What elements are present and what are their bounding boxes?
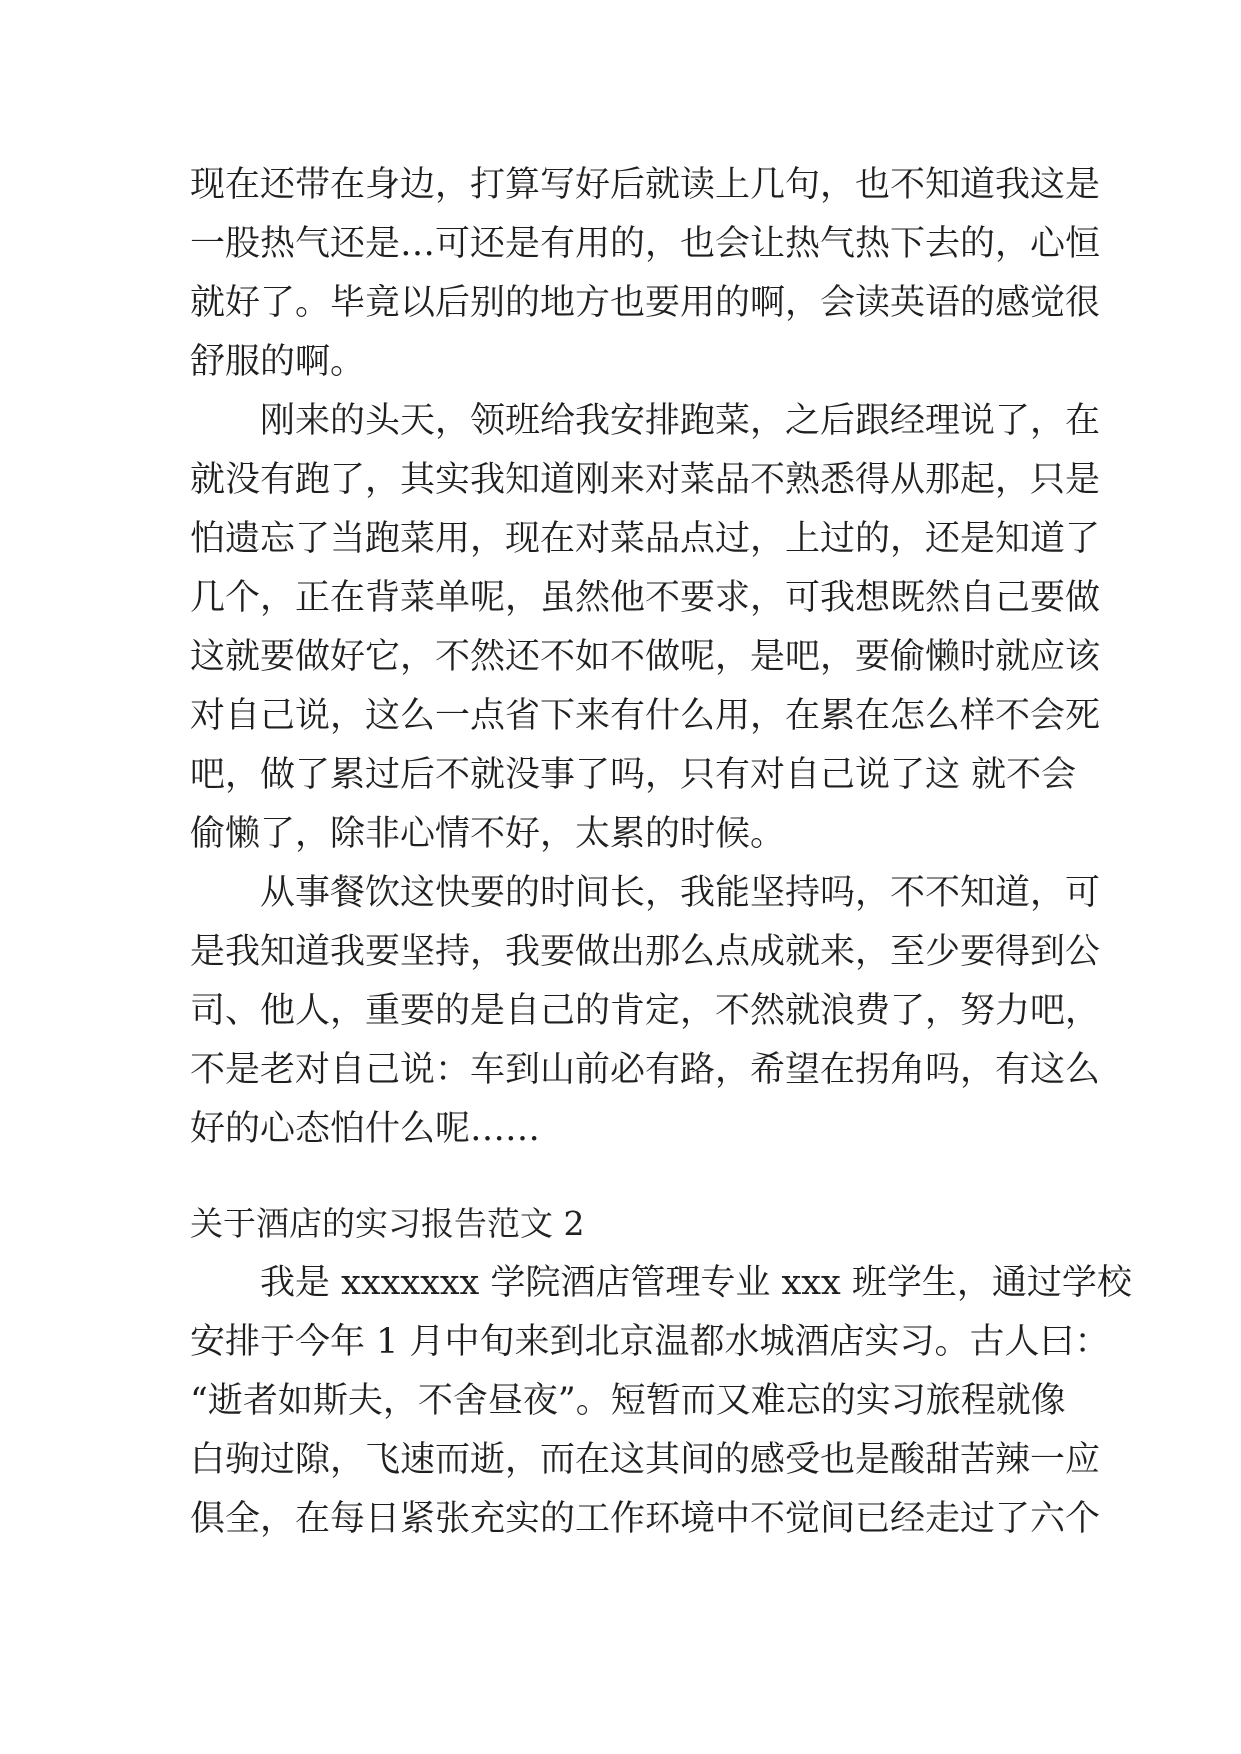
paragraph-4-line-4: 白驹过隙，飞速而逝，而在这其间的感受也是酸甜苦辣一应 bbox=[190, 1440, 1101, 1480]
paragraph-4-line-2: 安排于今年 1 月中旬来到北京温都水城酒店实习。古人曰： bbox=[190, 1322, 1110, 1362]
paragraph-2-line-3: 怕遗忘了当跑菜用，现在对菜品点过，上过的，还是知道了 bbox=[190, 519, 1101, 559]
paragraph-1-line-3: 就好了。毕竟以后别的地方也要用的啊，会读英语的感觉很 bbox=[190, 283, 1101, 323]
paragraph-1-line-4: 舒服的啊。 bbox=[190, 342, 366, 382]
paragraph-2-line-7: 吧，做了累过后不就没事了吗，只有对自己说了这 就不会 bbox=[190, 755, 1077, 795]
paragraph-2-line-5: 这就要做好它，不然还不如不做呢，是吧，要偷懒时就应该 bbox=[190, 637, 1101, 677]
section-heading: 关于酒店的实习报告范文 2 bbox=[190, 1204, 585, 1243]
paragraph-2-line-8: 偷懒了，除非心情不好，太累的时候。 bbox=[190, 814, 786, 854]
paragraph-1-line-1: 现在还带在身边，打算写好后就读上几句，也不知道我这是 bbox=[190, 165, 1101, 205]
paragraph-3-line-1: 从事餐饮这快要的时间长，我能坚持吗，不不知道，可 bbox=[260, 873, 1101, 913]
paragraph-3-line-4: 不是老对自己说：车到山前必有路，希望在拐角吗，有这么 bbox=[190, 1050, 1101, 1090]
paragraph-3-line-5: 好的心态怕什么呢…… bbox=[190, 1109, 541, 1149]
paragraph-4-line-3: “逝者如斯夫，不舍昼夜”。短暂而又难忘的实习旅程就像 bbox=[190, 1381, 1066, 1421]
paragraph-4-line-1: 我是 xxxxxxx 学院酒店管理专业 xxx 班学生，通过学校 bbox=[260, 1263, 1132, 1303]
paragraph-3-line-2: 是我知道我要坚持，我要做出那么点成就来，至少要得到公 bbox=[190, 932, 1101, 972]
paragraph-2-line-1: 刚来的头天，领班给我安排跑菜，之后跟经理说了，在 bbox=[260, 401, 1101, 441]
paragraph-1-line-2: 一股热气还是…可还是有用的，也会让热气热下去的，心恒 bbox=[190, 224, 1101, 264]
paragraph-4-line-5: 俱全，在每日紧张充实的工作环境中不觉间已经走过了六个 bbox=[190, 1499, 1101, 1539]
paragraph-2-line-4: 几个，正在背菜单呢，虽然他不要求，可我想既然自己要做 bbox=[190, 578, 1101, 618]
paragraph-2-line-2: 就没有跑了，其实我知道刚来对菜品不熟悉得从那起，只是 bbox=[190, 460, 1101, 500]
paragraph-3-line-3: 司、他人，重要的是自己的肯定，不然就浪费了，努力吧， bbox=[190, 991, 1101, 1031]
paragraph-2-line-6: 对自己说，这么一点省下来有什么用，在累在怎么样不会死 bbox=[190, 696, 1101, 736]
